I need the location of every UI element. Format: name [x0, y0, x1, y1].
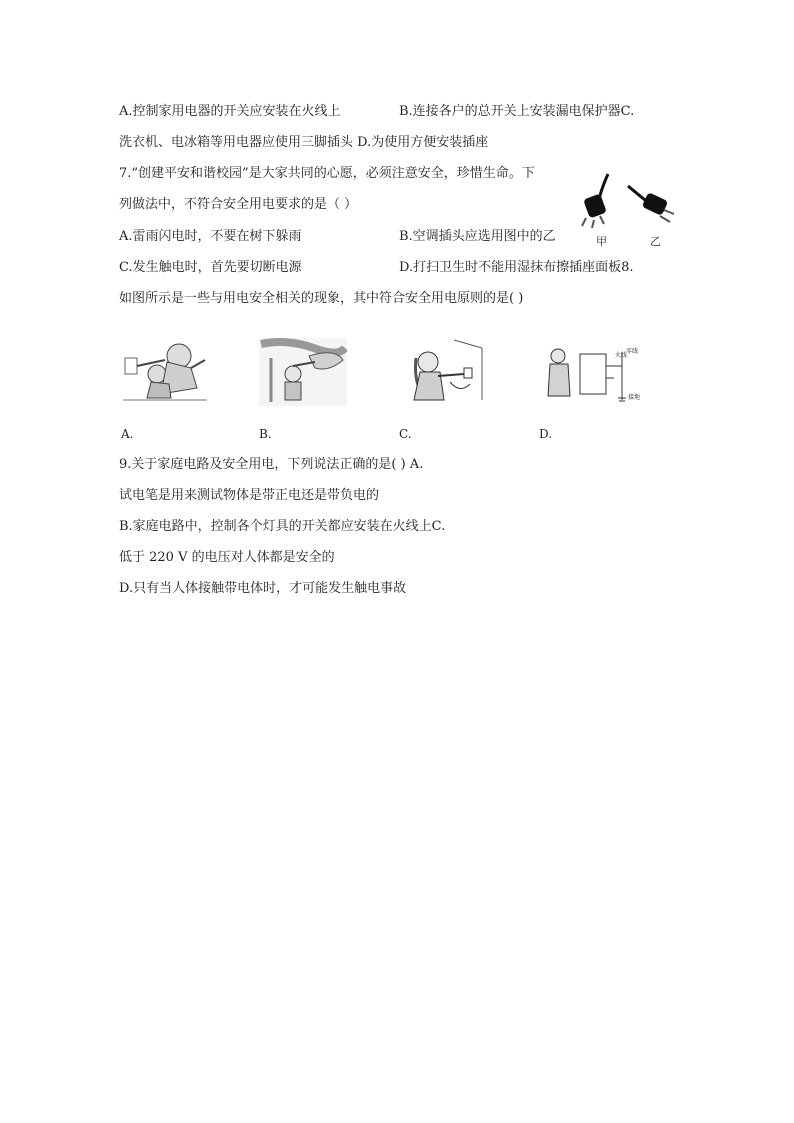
q9-option-b: B.家庭电路中，控制各个灯具的开关都应安装在火线上C.	[119, 519, 446, 534]
three-pin-plug-icon	[582, 174, 608, 228]
q8-picture-c	[404, 338, 486, 406]
plugs-image	[578, 166, 682, 232]
two-pin-plug-icon	[628, 186, 674, 222]
q9-option-a-text: 试电笔是用来测试物体是带正电还是带负电的	[119, 488, 380, 503]
q8-option-a: A.	[121, 427, 134, 441]
label-ground: 接地	[628, 394, 641, 401]
q8-option-c: C.	[399, 427, 412, 441]
label-zero-wire: 零线	[626, 348, 639, 355]
q6-options-c-d: 洗衣机、电冰箱等用电器应使用三脚插头 D.为使用方便安装插座	[119, 135, 489, 150]
q9-option-d: D.只有当人体接触带电体时，才可能发生触电事故	[119, 581, 407, 596]
q7-stem-line2: 列做法中，不符合安全用电要求的是（ ）	[119, 197, 358, 212]
q7-stem-line1: 7.“创建平安和谐校园”是大家共同的心愿，必须注意安全，珍惜生命。下	[119, 166, 535, 181]
label-fire-wire: 火线	[615, 352, 628, 359]
plug-label-yi: 乙	[650, 235, 661, 248]
q6-option-a: A.控制家用电器的开关应安装在火线上	[119, 104, 341, 119]
q8-stem: 如图所示是一些与用电安全相关的现象，其中符合安全用电原则的是( )	[119, 291, 524, 306]
plug-label-jia: 甲	[596, 235, 607, 248]
q8-option-b: B.	[259, 427, 272, 441]
q8-picture-d	[542, 338, 632, 406]
q7-option-c: C.发生触电时，首先要切断电源	[119, 260, 302, 275]
q6-option-b: B.连接各户的总开关上安装漏电保护器C.	[399, 104, 635, 119]
q7-option-d: D.打扫卫生时不能用湿抹布擦插座面板8.	[399, 260, 634, 275]
q9-stem: 9.关于家庭电路及安全用电，下列说法正确的是( ) A.	[119, 457, 424, 472]
q8-option-d: D.	[539, 427, 553, 441]
q7-option-b: B.空调插头应选用图中的乙	[399, 229, 556, 244]
q9-option-c-text: 低于 220 V 的电压对人体都是安全的	[119, 550, 335, 565]
q7-option-a: A.雷雨闪电时，不要在树下躲雨	[119, 229, 302, 244]
q8-picture-a	[121, 338, 209, 406]
q8-picture-b	[259, 338, 347, 406]
